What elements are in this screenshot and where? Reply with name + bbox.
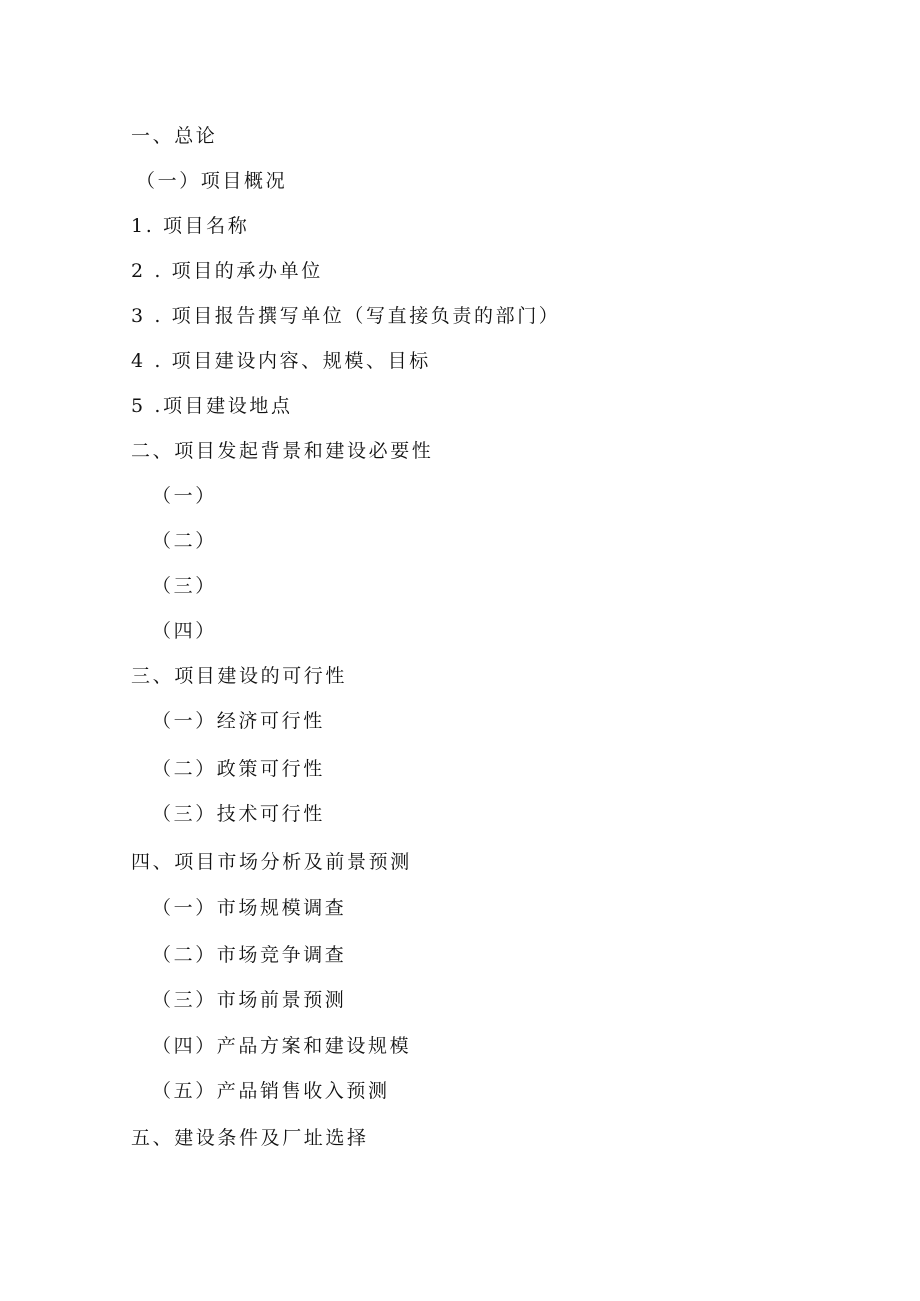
subheading-4-5: （五）产品销售收入预测 bbox=[152, 1080, 390, 1102]
heading-1: 一、总论 bbox=[131, 125, 218, 147]
subheading-4-4: （四）产品方案和建设规模 bbox=[152, 1035, 412, 1057]
subheading-3-3: （三）技术可行性 bbox=[152, 803, 325, 825]
item-1-1-2: 2 . 项目的承办单位 bbox=[131, 260, 323, 282]
item-1-1-5: 5 .项目建设地点 bbox=[131, 395, 293, 417]
item-1-1-1: 1. 项目名称 bbox=[131, 215, 250, 237]
subheading-4-3: （三）市场前景预测 bbox=[152, 989, 347, 1011]
item-1-1-3: 3 . 项目报告撰写单位（写直接负责的部门） bbox=[131, 305, 561, 327]
subheading-1-1: （一）项目概况 bbox=[136, 170, 288, 192]
heading-5: 五、建设条件及厂址选择 bbox=[131, 1127, 369, 1149]
heading-3: 三、项目建设的可行性 bbox=[131, 665, 348, 687]
heading-4: 四、项目市场分析及前景预测 bbox=[131, 851, 412, 873]
subheading-2-2: （二） bbox=[152, 530, 217, 552]
subheading-2-3: （三） bbox=[152, 575, 217, 597]
subheading-4-1: （一）市场规模调查 bbox=[152, 897, 347, 919]
subheading-2-1: （一） bbox=[152, 485, 217, 507]
item-1-1-4: 4 . 项目建设内容、规模、目标 bbox=[131, 350, 431, 372]
heading-2: 二、项目发起背景和建设必要性 bbox=[131, 440, 434, 462]
subheading-3-2: （二）政策可行性 bbox=[152, 758, 325, 780]
subheading-4-2: （二）市场竞争调查 bbox=[152, 944, 347, 966]
subheading-3-1: （一）经济可行性 bbox=[152, 710, 325, 732]
subheading-2-4: （四） bbox=[152, 620, 217, 642]
